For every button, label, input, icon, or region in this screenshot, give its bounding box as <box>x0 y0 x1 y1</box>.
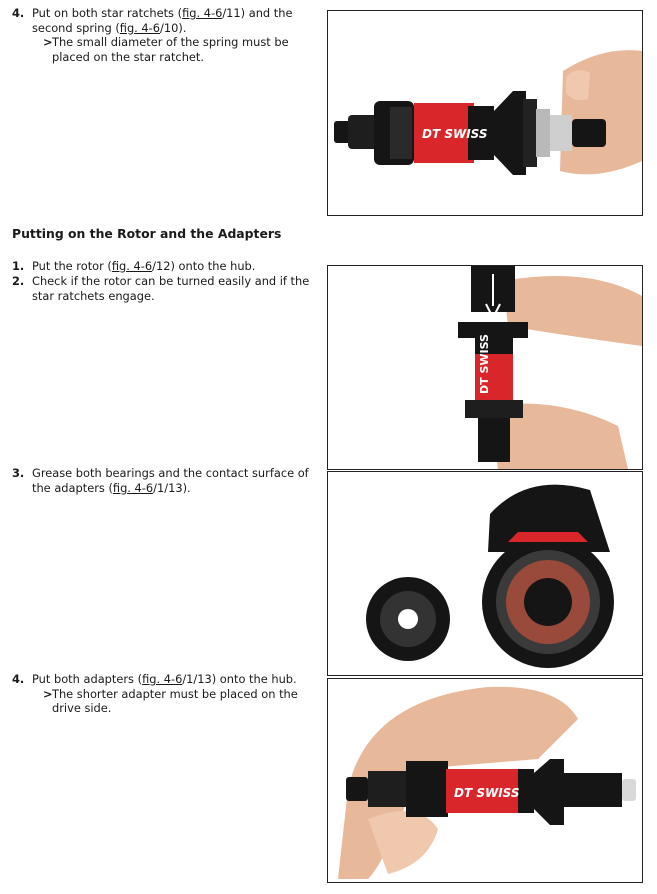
step-number: 4. <box>12 6 25 20</box>
note-marker: > <box>43 686 53 701</box>
step-text: Check if the rotor can be turned easily and if the star ratchets engage. <box>32 274 310 303</box>
figure-reference-link[interactable]: fig. 4-6 <box>119 20 161 35</box>
photo-bearings <box>327 471 643 676</box>
note-marker: > <box>43 35 53 49</box>
dt-swiss-logo: DT SWISS <box>422 127 488 141</box>
step-2-check-rotor <box>12 274 312 303</box>
hub-illustration <box>328 266 642 469</box>
section-heading: Putting on the Rotor and the Adapters <box>12 226 282 241</box>
hub-illustration <box>328 472 642 675</box>
step-number: 2. <box>12 274 25 288</box>
hub-illustration <box>328 679 642 882</box>
figure-reference-link[interactable]: fig. 4-6 <box>142 672 183 686</box>
dt-swiss-logo: DT SWISS <box>454 786 520 800</box>
step-number: 1. <box>12 259 25 273</box>
step-4-star-ratchets <box>12 6 312 64</box>
figure-reference-link[interactable]: fig. 4-6 <box>182 6 223 20</box>
photo-rotor <box>327 265 643 470</box>
step-number: 4. <box>12 672 25 686</box>
figure-reference-link[interactable]: fig. 4-6 <box>112 480 154 495</box>
step-note: > The shorter adapter must be placed on the drive side. <box>43 686 298 715</box>
step-number: 3. <box>12 466 25 480</box>
step-text: Put on both star ratchets (fig. 4-6/11) and the second spring (fig. 4-6/10). <box>32 6 293 35</box>
step-text: Grease both bearings and the contact surface of the adapters (fig. 4-6/1/13). <box>32 466 309 495</box>
dt-swiss-logo: DT SWISS <box>478 334 491 394</box>
step-1-put-rotor <box>12 259 312 274</box>
photo-adapters <box>327 678 643 883</box>
hub-illustration <box>328 11 642 215</box>
figure-reference-link[interactable]: fig. 4-6 <box>111 259 153 273</box>
step-text: Put both adapters (fig. 4-6/1/13) onto the hub. <box>32 672 297 686</box>
step-text: Put the rotor (fig. 4-6/12) onto the hub. <box>32 259 256 273</box>
photo-star-ratchets <box>327 10 643 216</box>
step-4-adapters <box>12 672 312 716</box>
step-3-grease <box>12 466 312 495</box>
step-note: > The small diameter of the spring must be placed on the star ratchet. <box>43 35 289 64</box>
